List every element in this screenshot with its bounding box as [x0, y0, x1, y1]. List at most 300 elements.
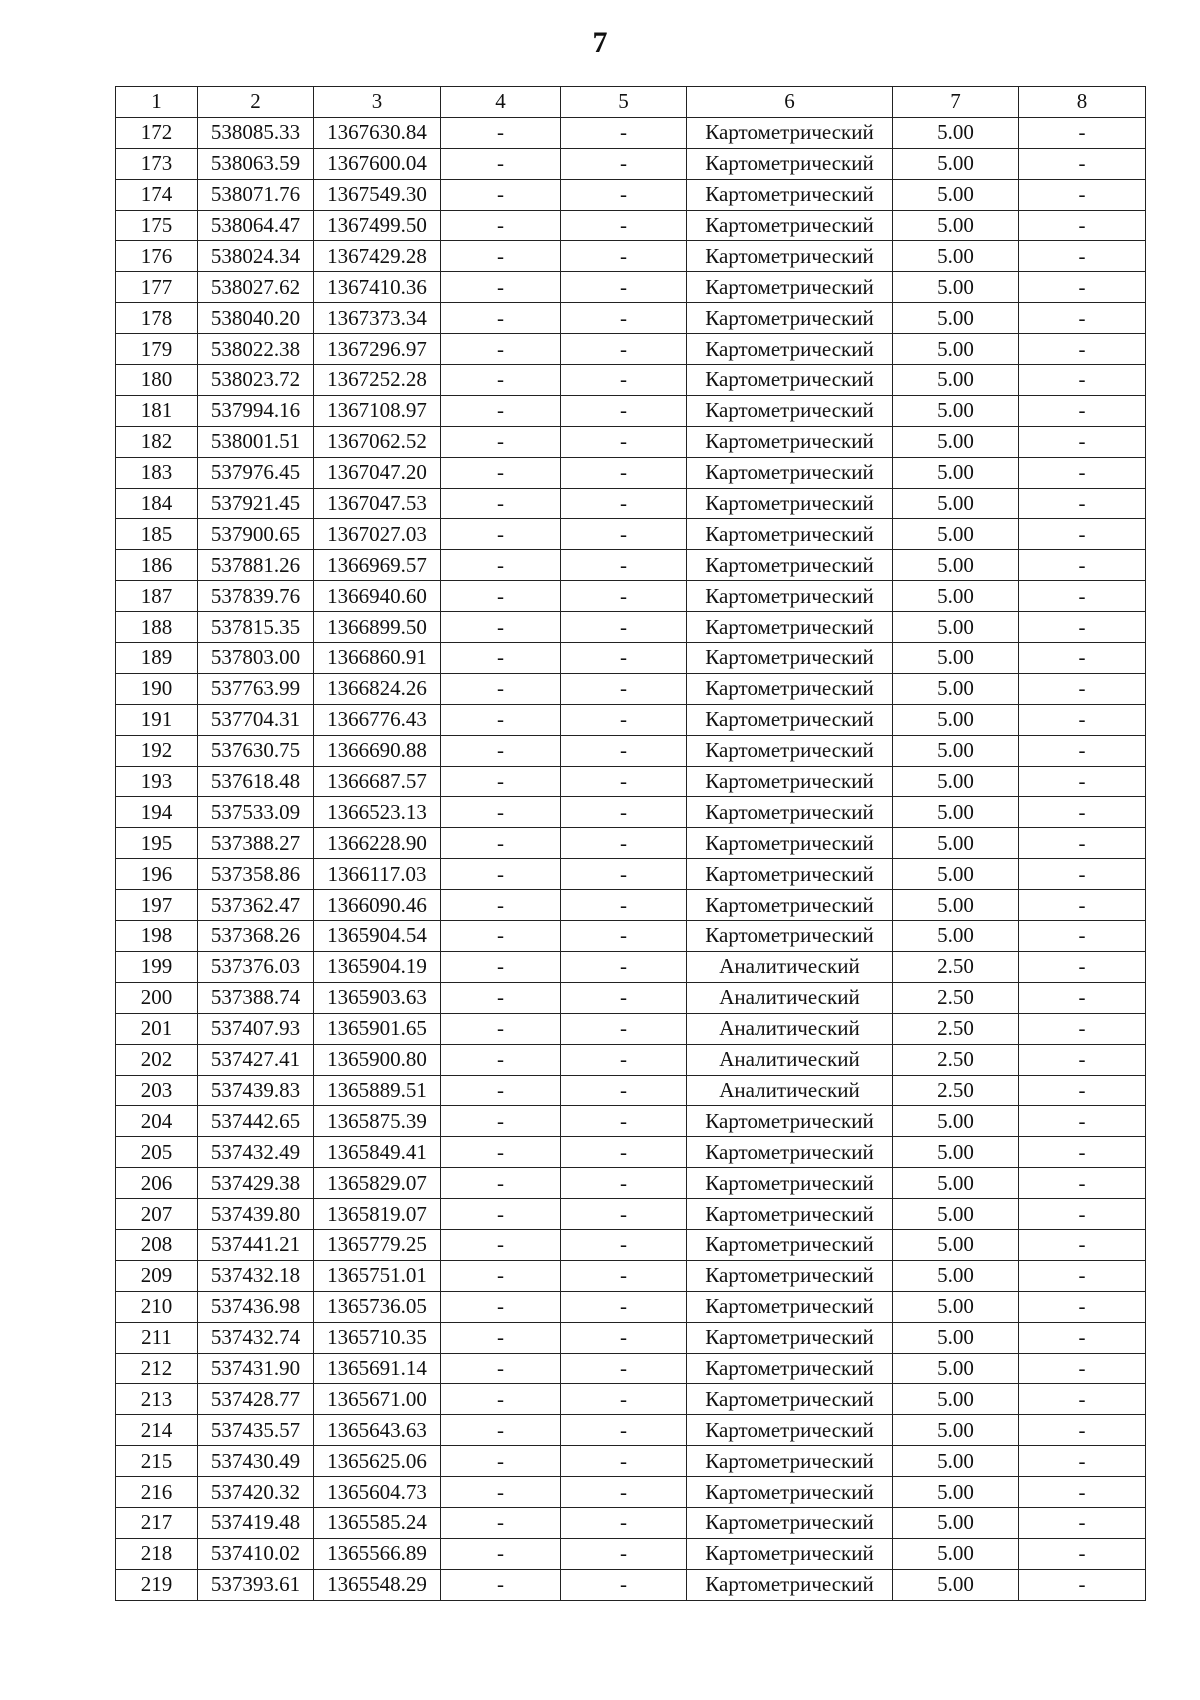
accuracy-cell: 5.00 [893, 766, 1019, 797]
col4-cell: - [441, 797, 561, 828]
x-coordinate-cell: 538040.20 [198, 303, 314, 334]
point-number-cell: 212 [116, 1353, 198, 1384]
col5-cell: - [561, 1384, 687, 1415]
col5-cell: - [561, 1353, 687, 1384]
y-coordinate-cell: 1365625.06 [314, 1446, 441, 1477]
accuracy-cell: 5.00 [893, 148, 1019, 179]
method-cell: Картометрический [687, 550, 893, 581]
point-number-cell: 199 [116, 951, 198, 982]
y-coordinate-cell: 1367373.34 [314, 303, 441, 334]
col8-cell: - [1019, 303, 1146, 334]
col5-cell: - [561, 982, 687, 1013]
method-cell: Картометрический [687, 1477, 893, 1508]
x-coordinate-cell: 537432.74 [198, 1322, 314, 1353]
accuracy-cell: 5.00 [893, 1260, 1019, 1291]
col4-cell: - [441, 1013, 561, 1044]
col8-cell: - [1019, 921, 1146, 952]
accuracy-cell: 2.50 [893, 982, 1019, 1013]
table-header-row [116, 87, 1146, 118]
col8-cell: - [1019, 1384, 1146, 1415]
point-number-cell: 208 [116, 1229, 198, 1260]
col8-cell: - [1019, 1507, 1146, 1538]
col8-cell: - [1019, 117, 1146, 148]
x-coordinate-cell: 537376.03 [198, 951, 314, 982]
table-row [116, 395, 1146, 426]
col8-cell: - [1019, 1291, 1146, 1322]
point-number-cell: 186 [116, 550, 198, 581]
col4-cell: - [441, 1384, 561, 1415]
col4-cell: - [441, 1106, 561, 1137]
table-row [116, 982, 1146, 1013]
method-cell: Картометрический [687, 1322, 893, 1353]
y-coordinate-cell: 1365736.05 [314, 1291, 441, 1322]
y-coordinate-cell: 1366228.90 [314, 828, 441, 859]
x-coordinate-cell: 537900.65 [198, 519, 314, 550]
accuracy-cell: 5.00 [893, 365, 1019, 396]
method-cell: Картометрический [687, 179, 893, 210]
x-coordinate-cell: 537976.45 [198, 457, 314, 488]
y-coordinate-cell: 1365819.07 [314, 1199, 441, 1230]
x-coordinate-cell: 537419.48 [198, 1507, 314, 1538]
col4-cell: - [441, 1291, 561, 1322]
col8-cell: - [1019, 179, 1146, 210]
method-cell: Картометрический [687, 1569, 893, 1600]
point-number-cell: 190 [116, 673, 198, 704]
table-row [116, 365, 1146, 396]
accuracy-cell: 5.00 [893, 426, 1019, 457]
method-cell: Картометрический [687, 241, 893, 272]
table-row [116, 1137, 1146, 1168]
point-number-cell: 176 [116, 241, 198, 272]
method-cell: Картометрический [687, 581, 893, 612]
col8-cell: - [1019, 859, 1146, 890]
accuracy-cell: 5.00 [893, 581, 1019, 612]
column-header: 6 [687, 87, 893, 118]
method-cell: Картометрический [687, 1291, 893, 1322]
accuracy-cell: 5.00 [893, 457, 1019, 488]
col5-cell: - [561, 426, 687, 457]
accuracy-cell: 5.00 [893, 519, 1019, 550]
y-coordinate-cell: 1367296.97 [314, 334, 441, 365]
x-coordinate-cell: 537763.99 [198, 673, 314, 704]
accuracy-cell: 5.00 [893, 704, 1019, 735]
table-row [116, 426, 1146, 457]
column-header: 3 [314, 87, 441, 118]
col8-cell: - [1019, 1044, 1146, 1075]
col4-cell: - [441, 1477, 561, 1508]
point-number-cell: 172 [116, 117, 198, 148]
accuracy-cell: 5.00 [893, 395, 1019, 426]
accuracy-cell: 5.00 [893, 643, 1019, 674]
col4-cell: - [441, 951, 561, 982]
method-cell: Картометрический [687, 1137, 893, 1168]
accuracy-cell: 5.00 [893, 1137, 1019, 1168]
x-coordinate-cell: 537815.35 [198, 612, 314, 643]
col4-cell: - [441, 704, 561, 735]
col5-cell: - [561, 117, 687, 148]
col5-cell: - [561, 828, 687, 859]
point-number-cell: 182 [116, 426, 198, 457]
y-coordinate-cell: 1366824.26 [314, 673, 441, 704]
method-cell: Картометрический [687, 519, 893, 550]
table-row [116, 1353, 1146, 1384]
col5-cell: - [561, 272, 687, 303]
col4-cell: - [441, 982, 561, 1013]
col8-cell: - [1019, 1415, 1146, 1446]
table-row [116, 1322, 1146, 1353]
method-cell: Картометрический [687, 643, 893, 674]
col8-cell: - [1019, 272, 1146, 303]
col8-cell: - [1019, 426, 1146, 457]
x-coordinate-cell: 538023.72 [198, 365, 314, 396]
method-cell: Картометрический [687, 117, 893, 148]
y-coordinate-cell: 1367027.03 [314, 519, 441, 550]
y-coordinate-cell: 1366860.91 [314, 643, 441, 674]
accuracy-cell: 5.00 [893, 1353, 1019, 1384]
col4-cell: - [441, 1137, 561, 1168]
col8-cell: - [1019, 982, 1146, 1013]
table-row [116, 117, 1146, 148]
col5-cell: - [561, 1538, 687, 1569]
point-number-cell: 184 [116, 488, 198, 519]
accuracy-cell: 5.00 [893, 241, 1019, 272]
point-number-cell: 215 [116, 1446, 198, 1477]
x-coordinate-cell: 538071.76 [198, 179, 314, 210]
point-number-cell: 192 [116, 735, 198, 766]
col8-cell: - [1019, 735, 1146, 766]
col5-cell: - [561, 704, 687, 735]
accuracy-cell: 5.00 [893, 921, 1019, 952]
x-coordinate-cell: 537994.16 [198, 395, 314, 426]
table-row [116, 581, 1146, 612]
x-coordinate-cell: 538063.59 [198, 148, 314, 179]
method-cell: Картометрический [687, 612, 893, 643]
col5-cell: - [561, 1137, 687, 1168]
point-number-cell: 204 [116, 1106, 198, 1137]
point-number-cell: 216 [116, 1477, 198, 1508]
point-number-cell: 173 [116, 148, 198, 179]
x-coordinate-cell: 537630.75 [198, 735, 314, 766]
accuracy-cell: 5.00 [893, 334, 1019, 365]
point-number-cell: 188 [116, 612, 198, 643]
col5-cell: - [561, 550, 687, 581]
method-cell: Аналитический [687, 982, 893, 1013]
y-coordinate-cell: 1367047.20 [314, 457, 441, 488]
y-coordinate-cell: 1365691.14 [314, 1353, 441, 1384]
table-row [116, 1199, 1146, 1230]
column-header: 8 [1019, 87, 1146, 118]
col4-cell: - [441, 859, 561, 890]
x-coordinate-cell: 538027.62 [198, 272, 314, 303]
col4-cell: - [441, 210, 561, 241]
x-coordinate-cell: 537435.57 [198, 1415, 314, 1446]
y-coordinate-cell: 1365751.01 [314, 1260, 441, 1291]
col5-cell: - [561, 951, 687, 982]
col5-cell: - [561, 1291, 687, 1322]
x-coordinate-cell: 538064.47 [198, 210, 314, 241]
method-cell: Картометрический [687, 210, 893, 241]
x-coordinate-cell: 537441.21 [198, 1229, 314, 1260]
col8-cell: - [1019, 1538, 1146, 1569]
x-coordinate-cell: 537431.90 [198, 1353, 314, 1384]
table-row [116, 890, 1146, 921]
accuracy-cell: 5.00 [893, 550, 1019, 581]
x-coordinate-cell: 538024.34 [198, 241, 314, 272]
x-coordinate-cell: 537439.80 [198, 1199, 314, 1230]
table-row [116, 1168, 1146, 1199]
table-row [116, 951, 1146, 982]
col5-cell: - [561, 179, 687, 210]
accuracy-cell: 2.50 [893, 1044, 1019, 1075]
column-header: 7 [893, 87, 1019, 118]
table-row [116, 179, 1146, 210]
x-coordinate-cell: 537704.31 [198, 704, 314, 735]
col5-cell: - [561, 859, 687, 890]
col8-cell: - [1019, 1446, 1146, 1477]
y-coordinate-cell: 1366776.43 [314, 704, 441, 735]
page-number: 7 [592, 26, 608, 59]
method-cell: Картометрический [687, 1199, 893, 1230]
col4-cell: - [441, 334, 561, 365]
accuracy-cell: 5.00 [893, 488, 1019, 519]
col5-cell: - [561, 303, 687, 334]
x-coordinate-cell: 537921.45 [198, 488, 314, 519]
col5-cell: - [561, 1507, 687, 1538]
table-row [116, 148, 1146, 179]
col4-cell: - [441, 488, 561, 519]
point-number-cell: 180 [116, 365, 198, 396]
point-number-cell: 201 [116, 1013, 198, 1044]
coordinates-table [115, 86, 1146, 1601]
point-number-cell: 187 [116, 581, 198, 612]
col8-cell: - [1019, 241, 1146, 272]
y-coordinate-cell: 1366117.03 [314, 859, 441, 890]
y-coordinate-cell: 1366899.50 [314, 612, 441, 643]
col8-cell: - [1019, 1168, 1146, 1199]
col5-cell: - [561, 395, 687, 426]
table-row [116, 210, 1146, 241]
point-number-cell: 207 [116, 1199, 198, 1230]
method-cell: Аналитический [687, 1013, 893, 1044]
col5-cell: - [561, 1168, 687, 1199]
col5-cell: - [561, 1477, 687, 1508]
accuracy-cell: 5.00 [893, 1569, 1019, 1600]
col8-cell: - [1019, 704, 1146, 735]
col4-cell: - [441, 117, 561, 148]
col8-cell: - [1019, 797, 1146, 828]
method-cell: Картометрический [687, 488, 893, 519]
y-coordinate-cell: 1366969.57 [314, 550, 441, 581]
y-coordinate-cell: 1366690.88 [314, 735, 441, 766]
point-number-cell: 181 [116, 395, 198, 426]
method-cell: Картометрический [687, 1229, 893, 1260]
accuracy-cell: 5.00 [893, 1415, 1019, 1446]
method-cell: Картометрический [687, 859, 893, 890]
table-row [116, 1569, 1146, 1600]
method-cell: Картометрический [687, 673, 893, 704]
x-coordinate-cell: 537436.98 [198, 1291, 314, 1322]
col4-cell: - [441, 179, 561, 210]
table-row [116, 1446, 1146, 1477]
x-coordinate-cell: 537388.74 [198, 982, 314, 1013]
col4-cell: - [441, 1044, 561, 1075]
col5-cell: - [561, 334, 687, 365]
method-cell: Картометрический [687, 890, 893, 921]
col4-cell: - [441, 735, 561, 766]
y-coordinate-cell: 1367062.52 [314, 426, 441, 457]
col8-cell: - [1019, 1106, 1146, 1137]
col4-cell: - [441, 673, 561, 704]
accuracy-cell: 5.00 [893, 272, 1019, 303]
col5-cell: - [561, 797, 687, 828]
col5-cell: - [561, 365, 687, 396]
x-coordinate-cell: 537368.26 [198, 921, 314, 952]
col5-cell: - [561, 1260, 687, 1291]
method-cell: Картометрический [687, 395, 893, 426]
point-number-cell: 210 [116, 1291, 198, 1322]
col4-cell: - [441, 1569, 561, 1600]
col5-cell: - [561, 241, 687, 272]
table-row [116, 1013, 1146, 1044]
col8-cell: - [1019, 1477, 1146, 1508]
method-cell: Картометрический [687, 334, 893, 365]
col8-cell: - [1019, 612, 1146, 643]
x-coordinate-cell: 537839.76 [198, 581, 314, 612]
col8-cell: - [1019, 1322, 1146, 1353]
x-coordinate-cell: 537410.02 [198, 1538, 314, 1569]
col5-cell: - [561, 921, 687, 952]
col8-cell: - [1019, 550, 1146, 581]
col8-cell: - [1019, 1229, 1146, 1260]
col5-cell: - [561, 612, 687, 643]
col5-cell: - [561, 890, 687, 921]
table-body [116, 117, 1146, 1600]
col8-cell: - [1019, 148, 1146, 179]
accuracy-cell: 5.00 [893, 1507, 1019, 1538]
col5-cell: - [561, 148, 687, 179]
point-number-cell: 195 [116, 828, 198, 859]
point-number-cell: 179 [116, 334, 198, 365]
col8-cell: - [1019, 488, 1146, 519]
x-coordinate-cell: 537362.47 [198, 890, 314, 921]
point-number-cell: 178 [116, 303, 198, 334]
y-coordinate-cell: 1367499.50 [314, 210, 441, 241]
accuracy-cell: 5.00 [893, 179, 1019, 210]
col4-cell: - [441, 828, 561, 859]
col4-cell: - [441, 890, 561, 921]
accuracy-cell: 5.00 [893, 1322, 1019, 1353]
col8-cell: - [1019, 210, 1146, 241]
table-row [116, 519, 1146, 550]
point-number-cell: 219 [116, 1569, 198, 1600]
accuracy-cell: 5.00 [893, 859, 1019, 890]
col8-cell: - [1019, 1569, 1146, 1600]
y-coordinate-cell: 1365779.25 [314, 1229, 441, 1260]
point-number-cell: 217 [116, 1507, 198, 1538]
point-number-cell: 197 [116, 890, 198, 921]
table-row [116, 1044, 1146, 1075]
y-coordinate-cell: 1366523.13 [314, 797, 441, 828]
col4-cell: - [441, 581, 561, 612]
x-coordinate-cell: 537388.27 [198, 828, 314, 859]
method-cell: Картометрический [687, 1353, 893, 1384]
col4-cell: - [441, 395, 561, 426]
table-row [116, 1538, 1146, 1569]
method-cell: Картометрический [687, 921, 893, 952]
y-coordinate-cell: 1365566.89 [314, 1538, 441, 1569]
y-coordinate-cell: 1365671.00 [314, 1384, 441, 1415]
x-coordinate-cell: 537407.93 [198, 1013, 314, 1044]
accuracy-cell: 5.00 [893, 1199, 1019, 1230]
method-cell: Картометрический [687, 1507, 893, 1538]
col4-cell: - [441, 1260, 561, 1291]
method-cell: Картометрический [687, 1260, 893, 1291]
y-coordinate-cell: 1365900.80 [314, 1044, 441, 1075]
point-number-cell: 200 [116, 982, 198, 1013]
x-coordinate-cell: 537533.09 [198, 797, 314, 828]
x-coordinate-cell: 537420.32 [198, 1477, 314, 1508]
table-row [116, 735, 1146, 766]
col8-cell: - [1019, 1260, 1146, 1291]
col4-cell: - [441, 1075, 561, 1106]
col8-cell: - [1019, 395, 1146, 426]
col8-cell: - [1019, 673, 1146, 704]
col4-cell: - [441, 1168, 561, 1199]
col4-cell: - [441, 241, 561, 272]
col4-cell: - [441, 1353, 561, 1384]
x-coordinate-cell: 538001.51 [198, 426, 314, 457]
method-cell: Аналитический [687, 1075, 893, 1106]
col5-cell: - [561, 519, 687, 550]
col5-cell: - [561, 1044, 687, 1075]
accuracy-cell: 5.00 [893, 210, 1019, 241]
accuracy-cell: 2.50 [893, 951, 1019, 982]
point-number-cell: 205 [116, 1137, 198, 1168]
x-coordinate-cell: 537881.26 [198, 550, 314, 581]
method-cell: Картометрический [687, 797, 893, 828]
accuracy-cell: 2.50 [893, 1013, 1019, 1044]
point-number-cell: 218 [116, 1538, 198, 1569]
y-coordinate-cell: 1365585.24 [314, 1507, 441, 1538]
table-row [116, 673, 1146, 704]
accuracy-cell: 5.00 [893, 735, 1019, 766]
column-header: 5 [561, 87, 687, 118]
col4-cell: - [441, 365, 561, 396]
table-row [116, 1384, 1146, 1415]
table-row [116, 828, 1146, 859]
method-cell: Картометрический [687, 272, 893, 303]
point-number-cell: 185 [116, 519, 198, 550]
method-cell: Картометрический [687, 1168, 893, 1199]
col4-cell: - [441, 550, 561, 581]
col5-cell: - [561, 1106, 687, 1137]
accuracy-cell: 5.00 [893, 1229, 1019, 1260]
table-row [116, 1075, 1146, 1106]
col5-cell: - [561, 766, 687, 797]
col5-cell: - [561, 1013, 687, 1044]
col4-cell: - [441, 1229, 561, 1260]
column-header: 1 [116, 87, 198, 118]
y-coordinate-cell: 1367252.28 [314, 365, 441, 396]
col4-cell: - [441, 303, 561, 334]
col5-cell: - [561, 1075, 687, 1106]
accuracy-cell: 5.00 [893, 303, 1019, 334]
y-coordinate-cell: 1367429.28 [314, 241, 441, 272]
x-coordinate-cell: 537428.77 [198, 1384, 314, 1415]
y-coordinate-cell: 1365829.07 [314, 1168, 441, 1199]
point-number-cell: 194 [116, 797, 198, 828]
point-number-cell: 209 [116, 1260, 198, 1291]
